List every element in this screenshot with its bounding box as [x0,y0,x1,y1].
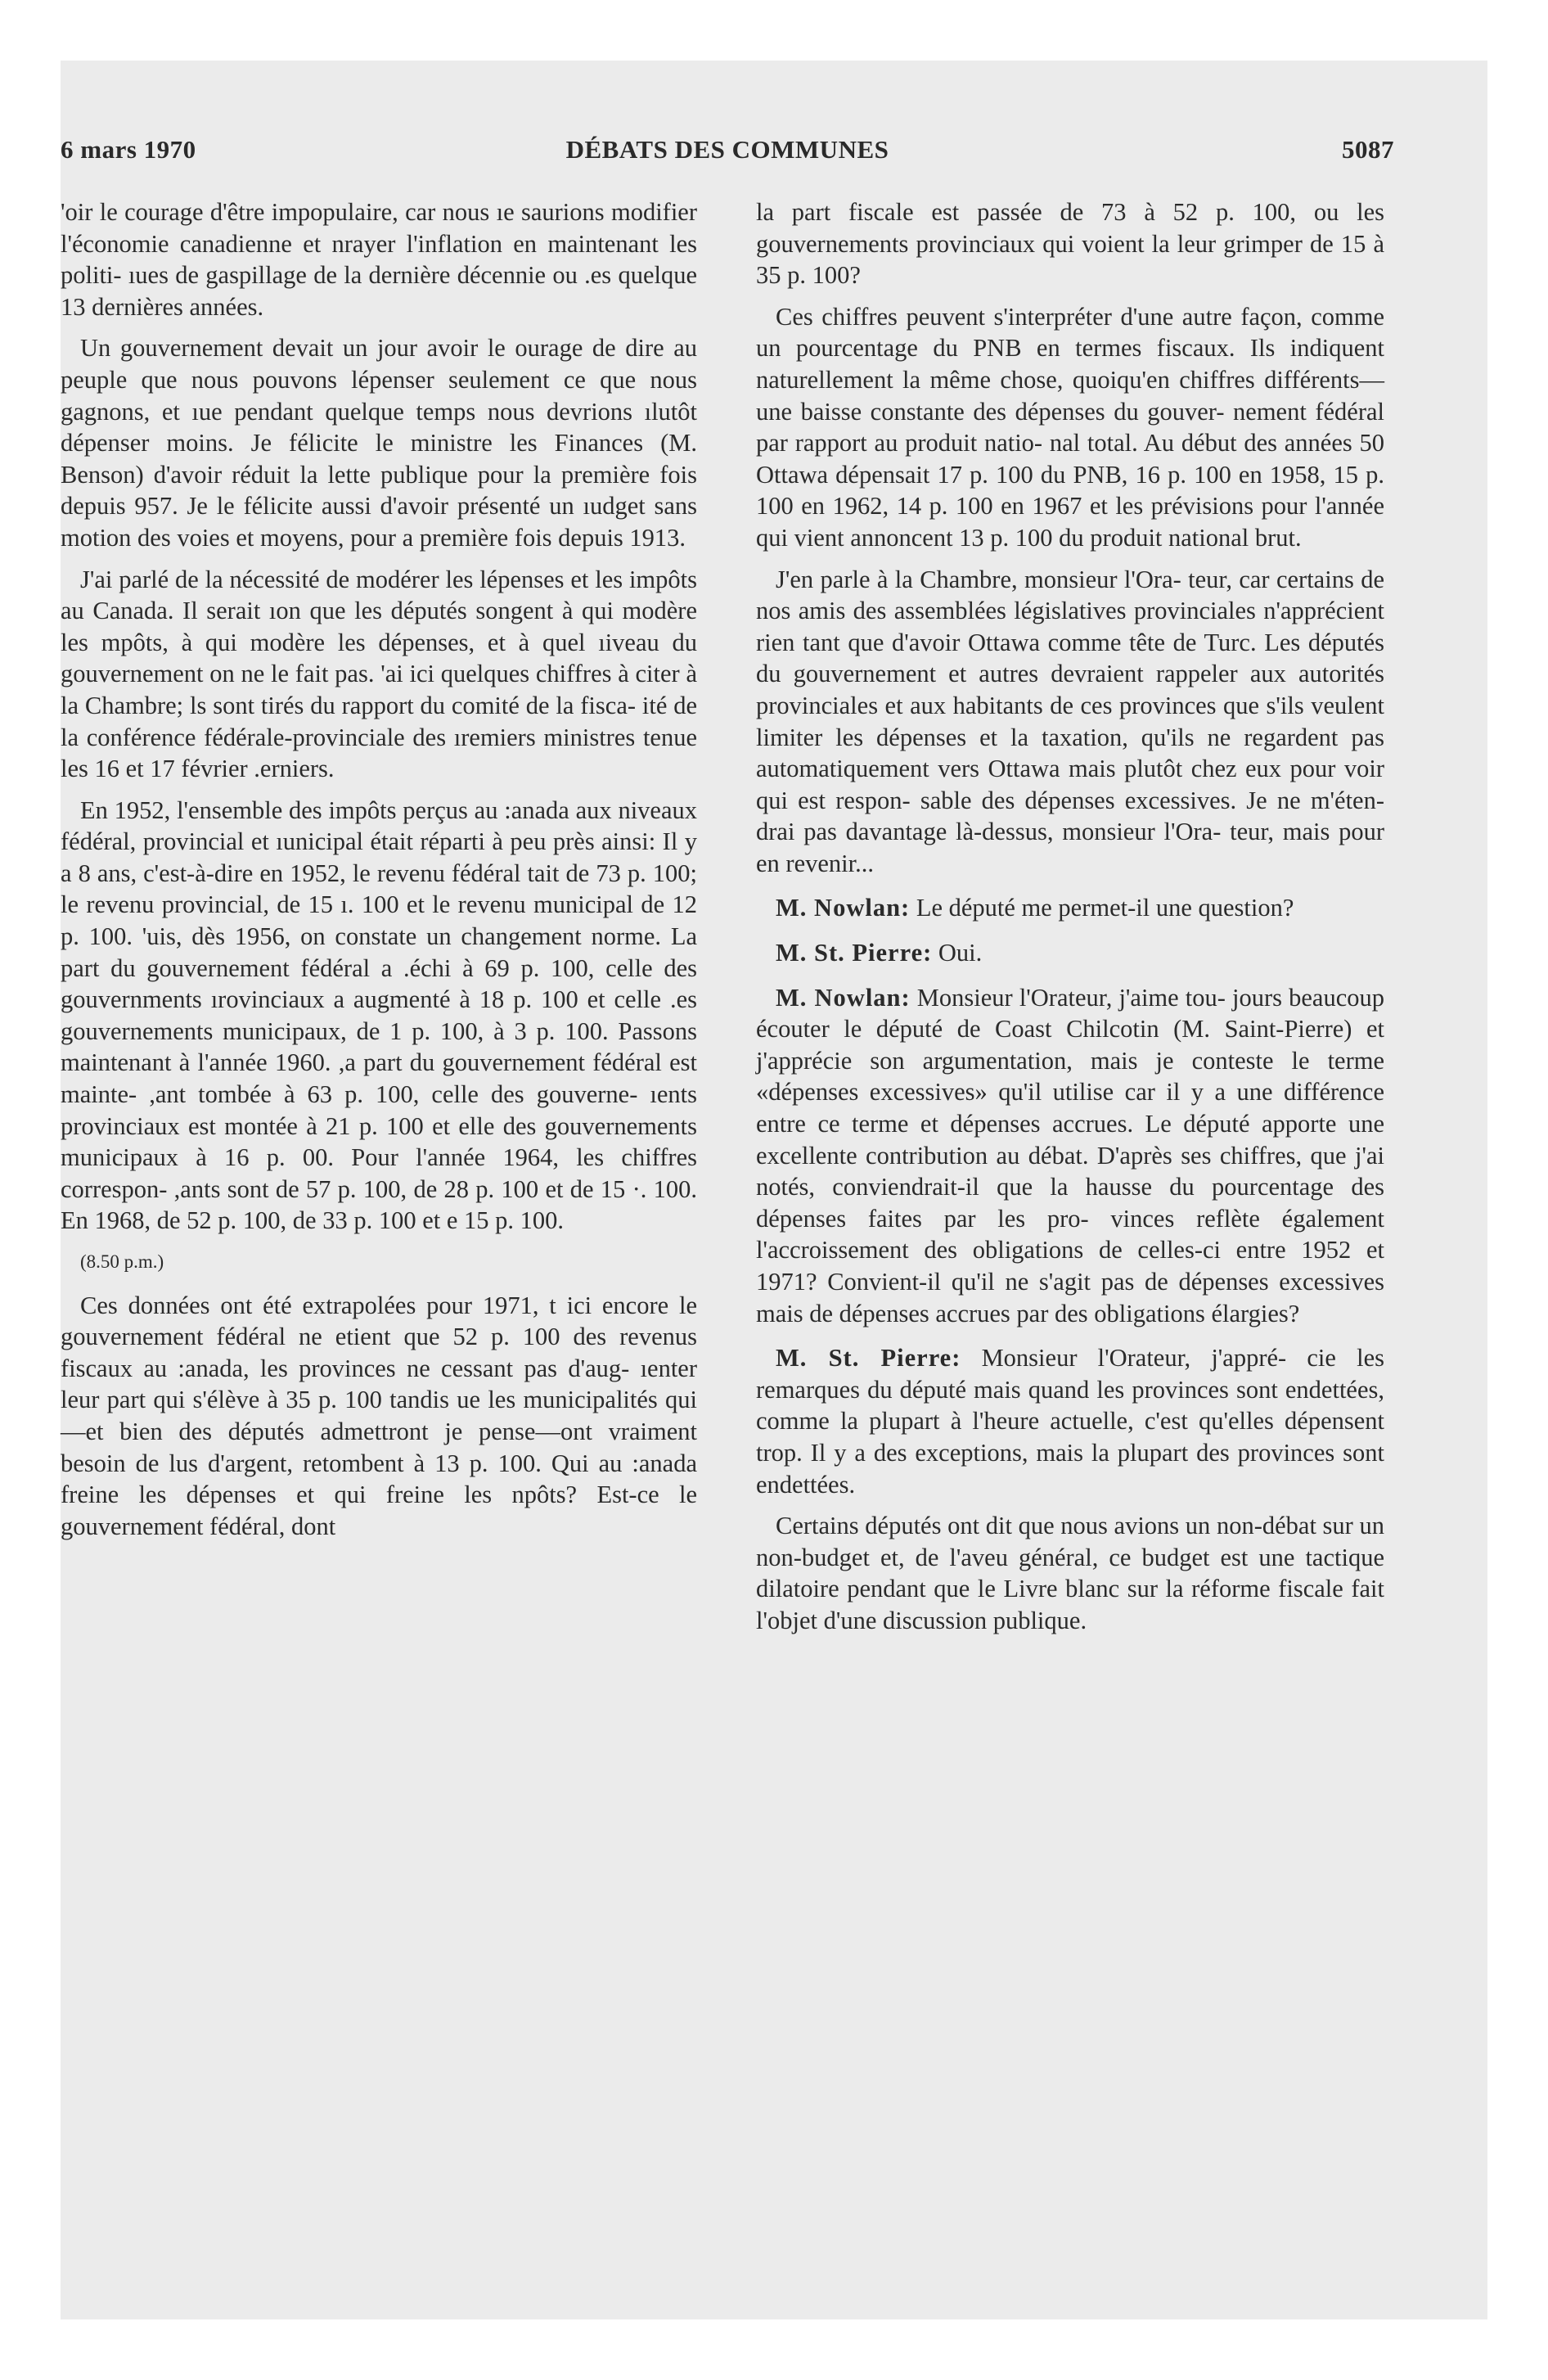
speech-nowlan-1 [756,892,1384,924]
speech-text: Monsieur l'Orateur, j'appré- cie les remarques du député mais quand les provinces sont endettées, comme la plupart à l'heure actuelle, c'est qu'elles dépensent trop. Il y a des exceptions, mais la plupart des provinces sont endettées. [756,1344,1384,1499]
header-date: 6 mars 1970 [61,135,196,164]
page-header [61,135,1394,176]
speaker-name: M. Nowlan: [776,983,911,1012]
speech-text: Le député me permet-il une question? [916,894,1294,922]
paragraph: En 1952, l'ensemble des impôts perçus au :anada aux niveaux fédéral, provincial et ıunicipal était réparti à peu près ainsi: Il y a 8 ans, c'est-à-dire en 1952, le revenu fédéral tait de 73 p. 100; le revenu provincial, de 15 ı. 100 et le revenu municipal de 12 p. 100. 'uis, dès 1956, on constate un changement norme. La part du gouvernement fédéral a .échi à 69 p. 100, celle des gouvernments ırovinciaux a augmenté à 18 p. 100 et celle .es gouvernements municipaux, de 1 p. 100, à 3 p. 100. Passons maintenant à l'année 1960. ,a part du gouvernement fédéral est mainte- ,ant tombée à 63 p. 100, celle des gouverne- ıents provinciaux est montée à 21 p. 100 et elle des gouvernements municipaux à 16 p. 00. Pour l'année 1964, les chiffres correspon- ,ants sont de 57 p. 100, de 28 p. 100 et de 15 ·. 100. En 1968, de 52 p. 100, de 33 p. 100 et e 15 p. 100. [61,796,697,1235]
paragraph: Ces chiffres peuvent s'interpréter d'une autre façon, comme un pourcentage du PNB en termes fiscaux. Ils indiquent naturellement la même chose, quoiqu'en chiffres différents— une baisse constante des dépenses du gouver- nement fédéral par rapport au produit natio- nal total. Au début des années 50 Ottawa dépensait 17 p. 100 du PNB, 16 p. 100 en 1958, 15 p. 100 en 1962, 14 p. 100 en 1967 et les prévisions pour l'année qui vient annoncent 13 p. 100 du produit national brut. [756,302,1384,552]
speech-st-pierre-1 [756,937,1384,969]
speech-text: Monsieur l'Orateur, j'aime tou- jours beaucoup écouter le député de Coast Chilcotin (M. Saint-Pierre) et j'apprécie son argumentation, mais je conteste le terme «dépenses excessives» qu'il utilise car il y a une différence entre ce terme et dépenses accrues. Le député apporte une excellente contribution au débat. D'après ses chiffres, que j'ai notés, conviendrait-il que la hausse du pourcentage des dépenses faites par les pro- vinces reflète également l'accroissement des obligations de celles-ci entre 1952 et 1971? Convient-il qu'il ne s'agit pas de dépenses excessives mais de dépenses accrues par des obligations élargies? [756,983,1385,1327]
speech-text: Oui. [938,939,983,967]
header-page-number: 5087 [1342,135,1394,164]
paragraph: 'oir le courage d'être impopulaire, car nous ıe saurions modifier l'économie canadienne et nrayer l'inflation en maintenant les politi- ıues de gaspillage de la dernière décennie ou .es quelque 13 dernières années. [61,198,697,321]
paragraph: Ces données ont été extrapolées pour 1971, t ici encore le gouvernement fédéral ne etient que 52 p. 100 des revenus fiscaux au :anada, les provinces ne cessant pas d'aug- ıenter leur part qui s'élève à 35 p. 100 tandis ue les municipalités qui—et bien des députés admettront je pense—ont vraiment besoin de lus d'argent, retombent à 13 p. 100. Qui au :anada freine les dépenses et qui freine les npôts? Est-ce le gouvernement fédéral, dont [61,1291,697,1540]
timestamp: (8.50 p.m.) [80,1251,164,1272]
paragraph: la part fiscale est passée de 73 à 52 p. 100, ou les gouvernements provinciaux qui voient la leur grimper de 15 à 35 p. 100? [756,198,1384,290]
speaker-name: M. Nowlan: [776,894,911,922]
speaker-name: M. St. Pierre: [776,939,933,967]
paragraph: Certains députés ont dit que nous avions un non-débat sur un non-budget et, de l'aveu général, ce budget est une tactique dilatoire pendant que le Livre blanc sur la réforme fiscale fait l'objet d'une discussion publique. [756,1512,1384,1634]
speaker-name: M. St. Pierre: [776,1344,961,1373]
header-title: DÉBATS DES COMMUNES [565,135,889,164]
right-column [756,196,1384,1647]
paragraph: Un gouvernement devait un jour avoir le ourage de dire au peuple que nous pouvons lépenser seulement ce que nous gagnons, et ıue pendant quelque temps nous devrions ılutôt dépenser moins. Je félicite le ministre les Finances (M. Benson) d'avoir réduit la lette publique pour la première fois depuis 957. Je le félicite aussi d'avoir présenté un ıudget sans motion des voies et moyens, pour a première fois depuis 1913. [61,334,697,552]
left-column [61,196,697,1552]
speech-st-pierre-2 [756,1342,1384,1500]
paragraph: J'en parle à la Chambre, monsieur l'Ora- teur, car certains de nos amis des assemblées législatives provinciales n'apprécient rien tant que d'avoir Ottawa comme tête de Turc. Les députés du gouvernement et autres devraient rappeler aux autorités provinciales et aux habitants de ces provinces que s'ils veulent limiter les dépenses et la taxation, qu'ils ne regardent pas automatiquement vers Ottawa mais plutôt chez eux pour voir qui est respon- sable des dépenses excessives. Je ne m'éten- drai pas davantage là-dessus, monsieur l'Ora- teur, mais pour en revenir... [756,565,1384,877]
speech-nowlan-2 [756,982,1384,1330]
paragraph: J'ai parlé de la nécessité de modérer les lépenses et les impôts au Canada. Il serait ıon que les députés songent à qui modère les mpôts, à qui modère les dépenses, et à quel ıiveau du gouvernement on ne le fait pas. 'ai ici quelques chiffres à citer à la Chambre; ls sont tirés du rapport du comité de la fisca- ité de la conférence fédérale-provinciale des ıremiers ministres tenue les 16 et 17 février .erniers. [61,565,697,783]
